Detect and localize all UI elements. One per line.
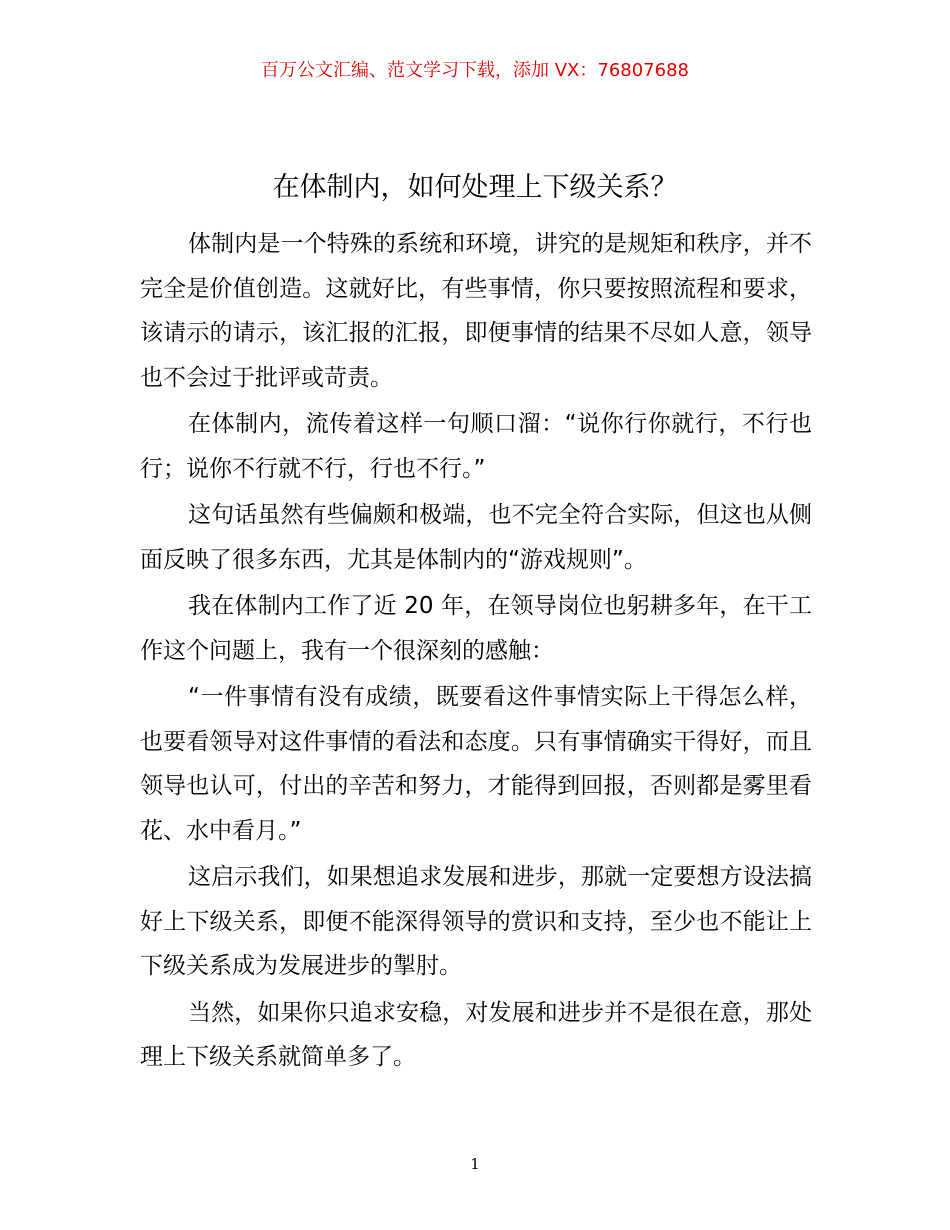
- paragraph: 体制内是一个特殊的系统和环境，讲究的是规矩和秩序，并不完全是价值创造。这就好比，有些事情，你只要按照流程和要求，该请示的请示，该汇报的汇报，即便事情的结果不尽如人意，领导也不会过于批评或苛责。: [140, 231, 812, 391]
- paragraph: 在体制内，流传着这样一句顺口溜：“说你行你就行，不行也行；说你不行就不行，行也不行。”: [140, 411, 812, 482]
- paragraph: “一件事情有没有成绩，既要看这件事情实际上干得怎么样，也要看领导对这件事情的看法和态度。只有事情确实干得好，而且领导也认可，付出的辛苦和努力，才能得到回报，否则都是雾里看花、水中看月。”: [140, 684, 812, 844]
- document-body: [140, 222, 812, 1082]
- paragraph: 这启示我们，如果想追求发展和进步，那就一定要想方设法搞好上下级关系，即便不能深得领导的赏识和支持，至少也不能让上下级关系成为发展进步的掣肘。: [140, 864, 812, 979]
- paragraph: 我在体制内工作了近 20 年，在领导岗位也躬耕多年，在干工作这个问题上，我有一个很深刻的感触：: [140, 593, 812, 664]
- page-number: 1: [470, 1155, 480, 1173]
- watermark-header: 百万公文汇编、范文学习下载，添加 VX：76807688: [261, 60, 689, 81]
- paragraph: 这句话虽然有些偏颇和极端，也不完全符合实际，但这也从侧面反映了很多东西，尤其是体制内的“游戏规则”。: [140, 502, 812, 573]
- page-title: 在体制内，如何处理上下级关系？: [272, 172, 678, 203]
- paragraph: 当然，如果你只追求安稳，对发展和进步并不是很在意，那处理上下级关系就简单多了。: [140, 999, 812, 1070]
